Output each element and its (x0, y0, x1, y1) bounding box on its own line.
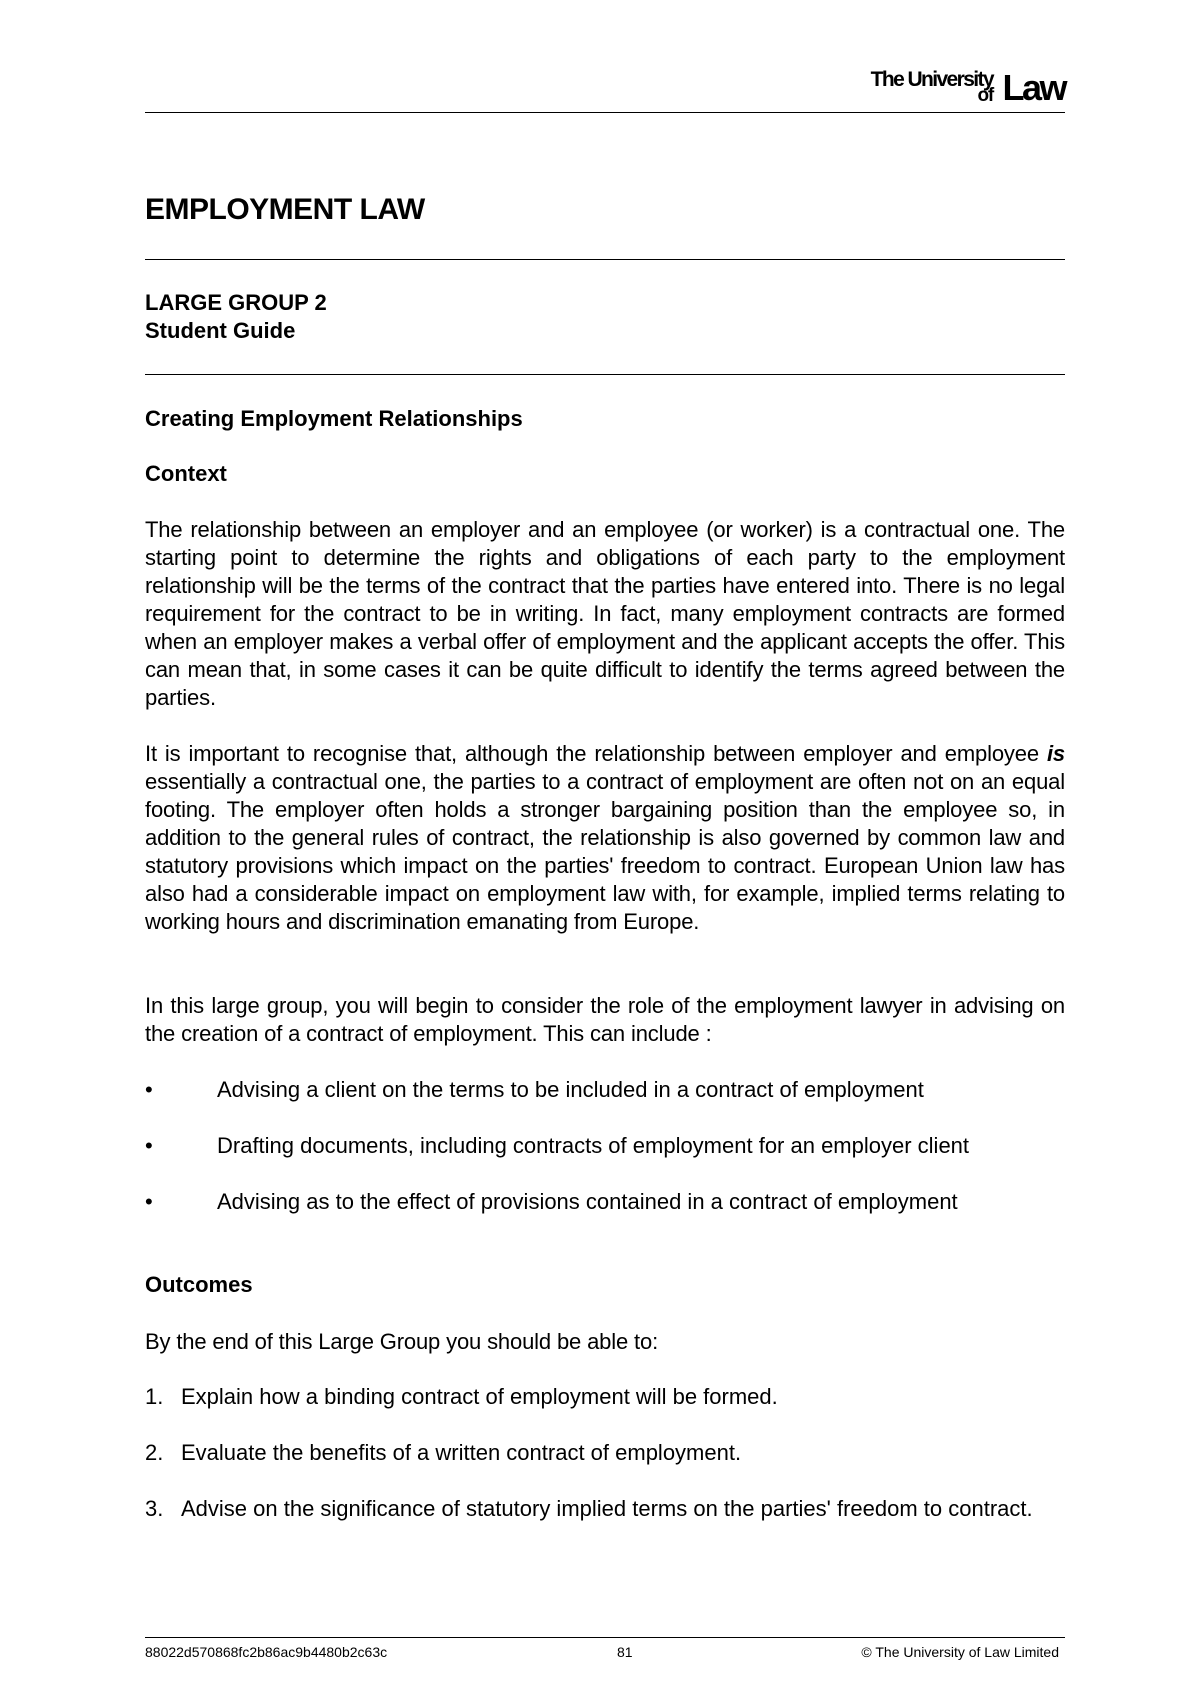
para2-emphasis: is (1046, 741, 1065, 766)
footer-page-number: 81 (617, 1644, 633, 1660)
bullet-text: Advising as to the effect of provisions contained in a contract of employment (217, 1189, 958, 1214)
outcome-number: 2. (145, 1440, 164, 1465)
context-paragraph-2 (145, 740, 1065, 936)
outcomes-intro: By the end of this Large Group you should be able to: (145, 1329, 659, 1354)
outcome-text: Advise on the significance of statutory implied terms on the parties' freedom to contract. (181, 1496, 1033, 1521)
para2-text-b: essentially a contractual one, the parties to a contract of employment are often not on an equal footing. The employer often holds a stronger bargaining position than the employee so, in addition to the general rules of contract, the relationship is also governed by common law and statutory provisions which impact on the parties' freedom to contract. European Union law has also had a considerable impact on employment law with, for example, implied terms relating to working hours and discrimination emanating from Europe. (145, 769, 1065, 934)
subtitle-large-group: LARGE GROUP 2 (145, 290, 327, 315)
context-paragraph-1: The relationship between an employer and an employee (or worker) is a contractual one. The starting point to determine the rights and obligations of each party to the employment relationship will be the terms of the contract that the parties have entered into. There is no legal requirement for the contract to be in writing. In fact, many employment contracts are formed when an employer makes a verbal offer of employment and the applicant accepts the offer. This can mean that, in some cases it can be quite difficult to identify the terms agreed between the parties. (145, 517, 1065, 710)
outcomes-heading: Outcomes (145, 1272, 253, 1297)
document-title: EMPLOYMENT LAW (145, 193, 425, 226)
outcome-text: Explain how a binding contract of employment will be formed. (181, 1384, 778, 1409)
outcome-number: 1. (145, 1384, 164, 1409)
bullet-marker: • (145, 1189, 153, 1214)
bullet-marker: • (145, 1133, 153, 1158)
logo-line-3: Law (1002, 67, 1065, 108)
para2-text-a: It is important to recognise that, although the relationship between employer and employee (145, 741, 1047, 766)
bullet-text: Advising a client on the terms to be included in a contract of employment (217, 1077, 924, 1102)
logo-line-1: The University (870, 68, 993, 91)
subtitle-student-guide: Student Guide (145, 318, 296, 343)
subtitle-rule (145, 374, 1065, 375)
logo-line-2: of (977, 85, 993, 106)
context-heading: Context (145, 461, 227, 486)
outcome-text: Evaluate the benefits of a written contract of employment. (181, 1440, 742, 1465)
footer-copyright: © The University of Law Limited (861, 1644, 1059, 1660)
bullet-marker: • (145, 1077, 153, 1102)
university-logo (855, 66, 1065, 106)
document-page (145, 0, 1065, 1696)
outcome-number: 3. (145, 1496, 164, 1521)
bullet-text: Drafting documents, including contracts of employment for an employer client (217, 1133, 970, 1158)
footer-rule (145, 1637, 1065, 1638)
footer-document-code: 88022d570868fc2b86ac9b4480b2c63c (145, 1644, 388, 1660)
context-paragraph-3: In this large group, you will begin to consider the role of the employment lawyer in advising on the creation of a contract of employment. This can include : (145, 993, 1065, 1046)
section-heading: Creating Employment Relationships (145, 406, 523, 431)
title-rule (145, 259, 1065, 260)
header-rule (145, 112, 1065, 113)
